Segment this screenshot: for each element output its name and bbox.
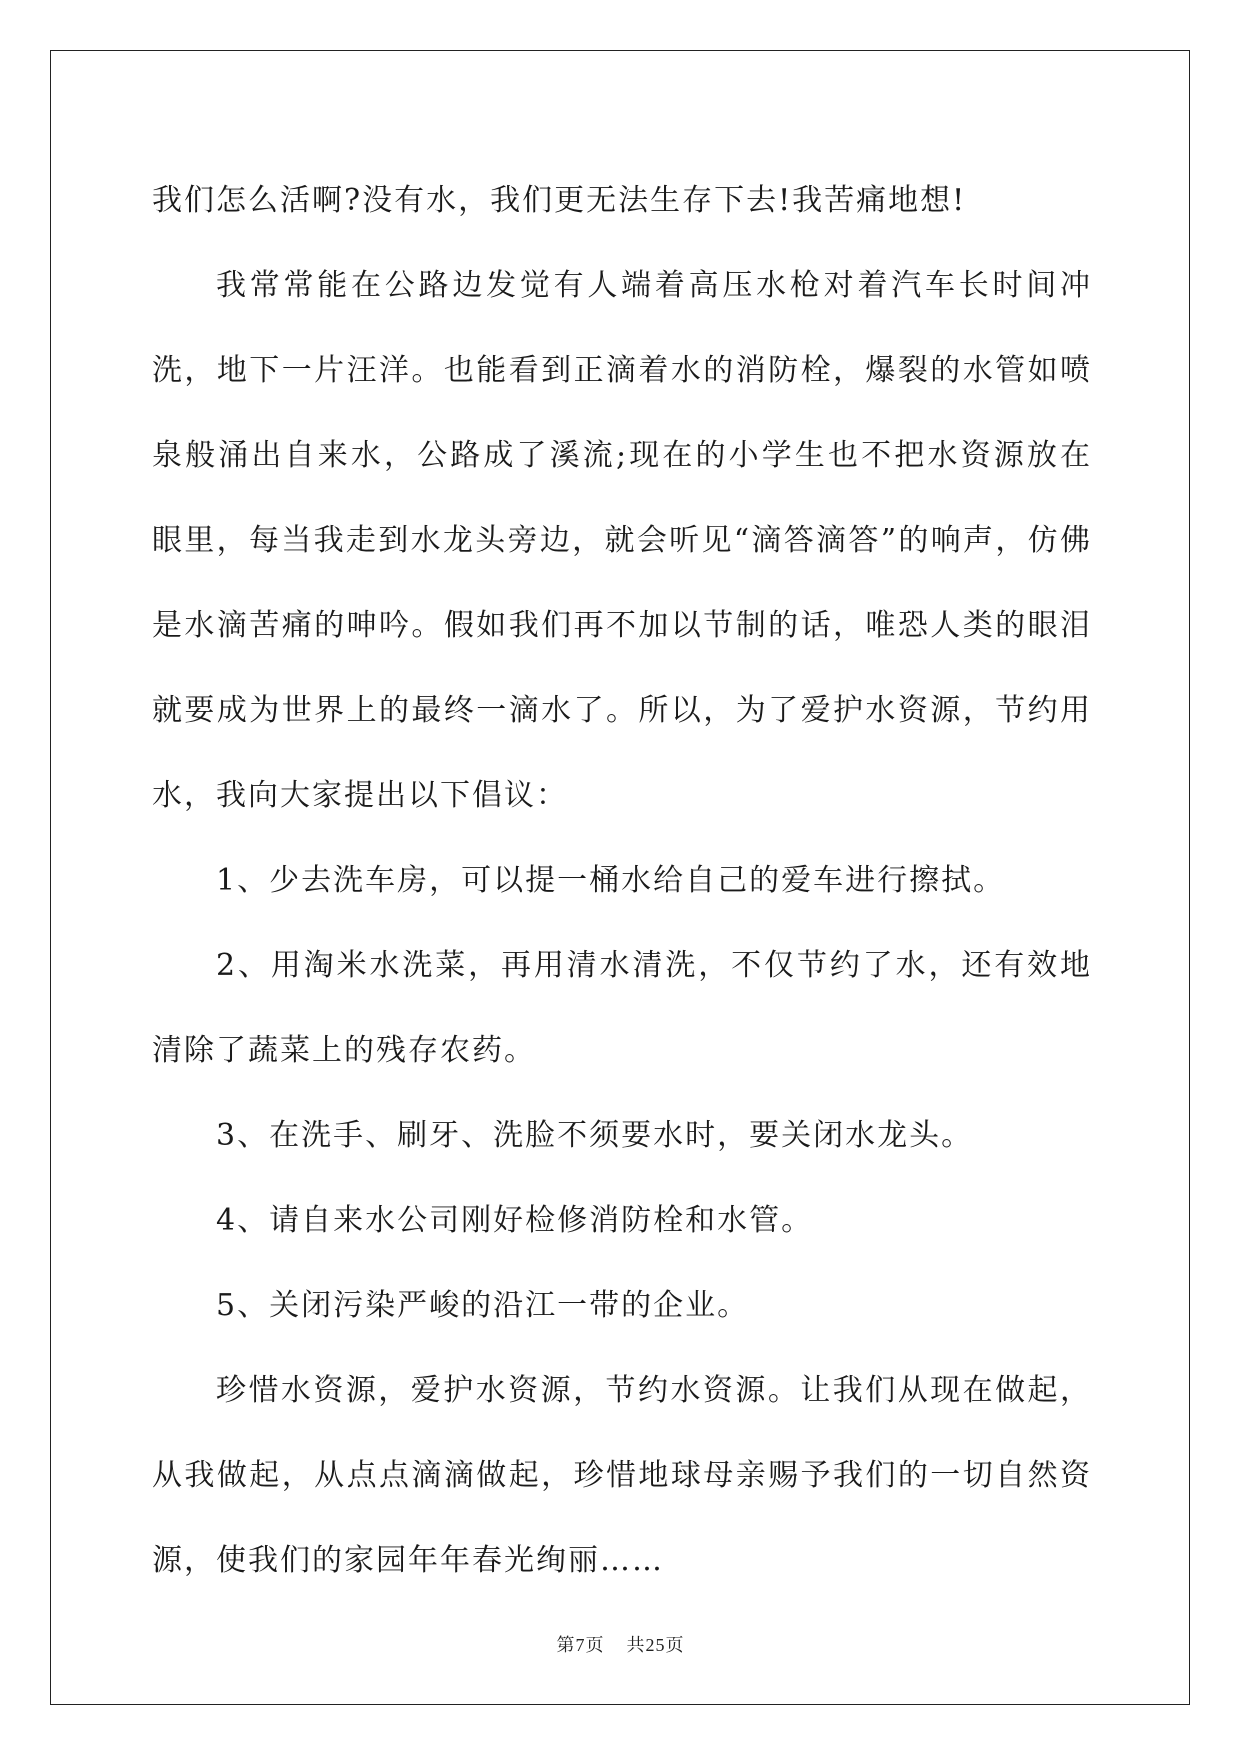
document-body xyxy=(152,158,1092,1603)
list-item-5: 5、关闭污染严峻的沿江一带的企业。 xyxy=(216,1288,750,1323)
paragraph-2: 我常常能在公路边发觉有人端着高压水枪对着汽车长时间冲洗，地下一片汪洋。也能看到正滴着水的消防栓，爆裂的水管如喷泉般涌出自来水，公路成了溪流;现在的小学生也不把水资源放在眼里，每当我走到水龙头旁边，就会听见“滴答滴答”的响声，仿佛是水滴苦痛的呻吟。假如我们再不加以节制的话，唯恐人类的眼泪就要成为世界上的最终一滴水了。所以，为了爱护水资源，节约用水，我向大家提出以下倡议： xyxy=(152,268,1092,813)
page-total: 共25页 xyxy=(626,1635,685,1655)
list-item-3: 3、在洗手、刷牙、洗脸不须要水时，要关闭水龙头。 xyxy=(216,1118,974,1153)
list-item-2: 2、用淘米水洗菜，再用清水清洗，不仅节约了水，还有效地清除了蔬菜上的残存农药。 xyxy=(152,948,1092,1068)
page-footer xyxy=(0,1631,1241,1657)
list-item-1: 1、少去洗车房，可以提一桶水给自己的爱车进行擦拭。 xyxy=(216,863,1006,898)
list-item-4: 4、请自来水公司刚好检修消防栓和水管。 xyxy=(216,1203,814,1238)
paragraph-closing: 珍惜水资源，爱护水资源，节约水资源。让我们从现在做起，从我做起，从点点滴滴做起，珍惜地球母亲赐予我们的一切自然资源，使我们的家园年年春光绚丽…… xyxy=(152,1373,1092,1578)
paragraph-1: 我们怎么活啊?没有水，我们更无法生存下去!我苦痛地想! xyxy=(152,183,967,218)
page-number: 第7页 xyxy=(556,1635,605,1655)
